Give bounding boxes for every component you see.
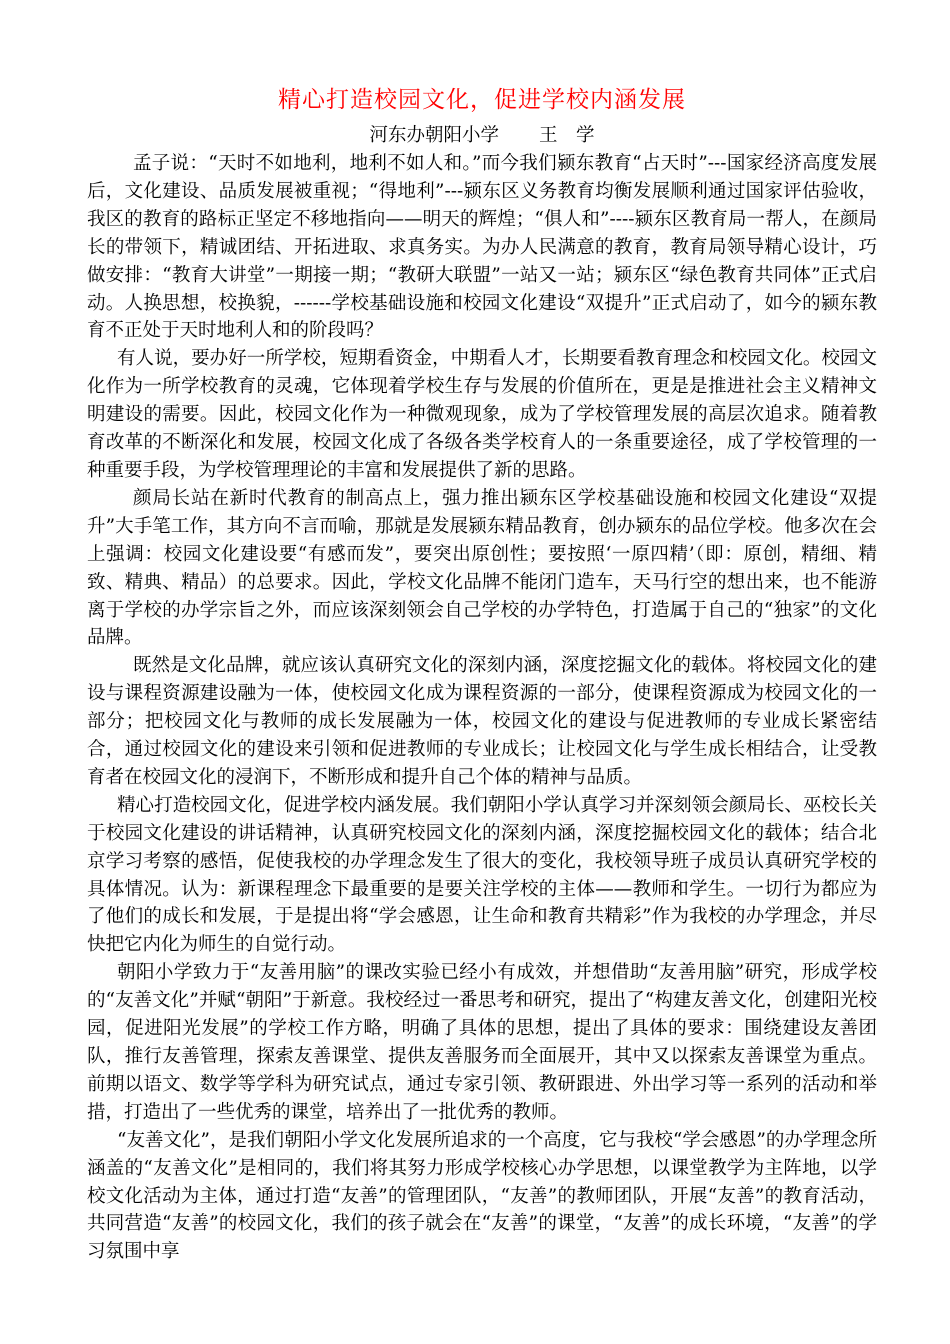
author-byline [87,122,877,150]
document-page [87,78,877,1266]
body-paragraph: 精心打造校园文化，促进学校内涵发展。我们朝阳小学认真学习并深刻领会颜局长、巫校长关于校园文化建设的讲话精神，认真研究校园文化的深刻内涵，深度挖掘校园文化的载体；结合北京学习考察的感悟，促使我校的办学理念发生了很大的变化，我校领导班子成员认真研究学校的具体情况。认为：新课程理念下最重要的是要关注学校的主体——教师和学生。一切行为都应为了他们的成长和发展，于是提出将“学会感恩，让生命和教育共精彩”作为我校的办学理念，并尽快把它内化为师生的自觉行动。 [87,794,877,956]
body-paragraph: 孟子说：“天时不如地利，地利不如人和。”而今我们颍东教育“占天时”---国家经济高度发展后，文化建设、品质发展被重视；“得地利”---颍东区义务教育均衡发展顺利通过国家评估验收，我区的教育的路标正坚定不移地指向——明天的辉煌；“俱人和”----颍东区教育局一帮人，在颜局长的带领下，精诚团结、开拓进取、求真务实。为办人民满意的教育，教育局领导精心设计，巧做安排：“教育大讲堂”一期接一期；“教研大联盟”一站又一站；颍东区“绿色教育共同体”正式启动。人换思想，校换貌，------学校基础设施和校园文化建设“双提升”正式启动了，如今的颍东教育不正处于天时地利人和的阶段吗？ [87,153,877,342]
body-paragraph: 朝阳小学致力于“友善用脑”的课改实验已经小有成效，并想借助“友善用脑”研究，形成学校的“友善文化”并赋“朝阳”于新意。我校经过一番思考和研究，提出了“构建友善文化，创建阳光校园，促进阳光发展”的学校工作方略，明确了具体的思想，提出了具体的要求：围绕建设友善团队，推行友善管理，探索友善课堂、提供友善服务而全面展开，其中又以探索友善课堂为重点。前期以语文、数学等学科为研究试点，通过专家引领、教研跟进、外出学习等一系列的活动和举措，打造出了一些优秀的课堂，培养出了一批优秀的教师。 [87,962,877,1123]
body-paragraph: 既然是文化品牌，就应该认真研究文化的深刻内涵，深度挖掘文化的载体。将校园文化的建设与课程资源建设融为一体，使校园文化成为课程资源的一部分，使课程资源成为校园文化的一部分；把校园文化与教师的成长发展融为一体，校园文化的建设与促进教师的专业成长紧密结合，通过校园文化的建设来引领和促进教师的专业成长；让校园文化与学生成长相结合，让受教育者在校园文化的浸润下，不断形成和提升自己个体的精神与品质。 [87,655,877,788]
document-title: 精心打造校园文化，促进学校内涵发展 [278,87,686,113]
document-body [87,150,877,1266]
body-paragraph: 有人说，要办好一所学校，短期看资金，中期看人才，长期要看教育理念和校园文化。校园文化作为一所学校教育的灵魂，它体现着学校生存与发展的价值所在，更是是推进社会主义精神文明建设的需要。因此，校园文化作为一种微观现象，成为了学校管理发展的高层次追求。随着教育改革的不断深化和发展，校园文化成了各级各类学校育人的一条重要途径，成了学校管理的一种重要手段，为学校管理理论的丰富和发展提供了新的思路。 [87,348,877,481]
body-paragraph: “友善文化”，是我们朝阳小学文化发展所追求的一个高度，它与我校“学会感恩”的办学理念所涵盖的“友善文化”是相同的，我们将其努力形成学校核心办学思想，以课堂教学为主阵地，以学校文化活动为主体，通过打造“友善”的管理团队，“友善”的教师团队，开展“友善”的教育活动，共同营造“友善”的校园文化，我们的孩子就会在“友善”的课堂，“友善”的成长环境，“友善”的学习氛围中享 [87,1129,877,1263]
author-name: 王 学 [539,125,595,146]
body-paragraph: 颜局长站在新时代教育的制高点上，强力推出颍东区学校基础设施和校园文化建设“双提升”大手笔工作，其方向不言而喻，那就是发展颍东精品教育，创办颍东的品位学校。他多次在会上强调：校园文化建设要“有感而发”，要突出原创性；要按照‘一原四精’（即：原创，精细、精致、精典、精品）的总要求。因此，学校文化品牌不能闭门造车，天马行空的想出来，也不能游离于学校的办学宗旨之外，而应该深刻领会自己学校的办学特色，打造属于自己的“独家”的文化品牌。 [87,487,877,649]
author-school: 河东办朝阳小学 [369,125,499,146]
